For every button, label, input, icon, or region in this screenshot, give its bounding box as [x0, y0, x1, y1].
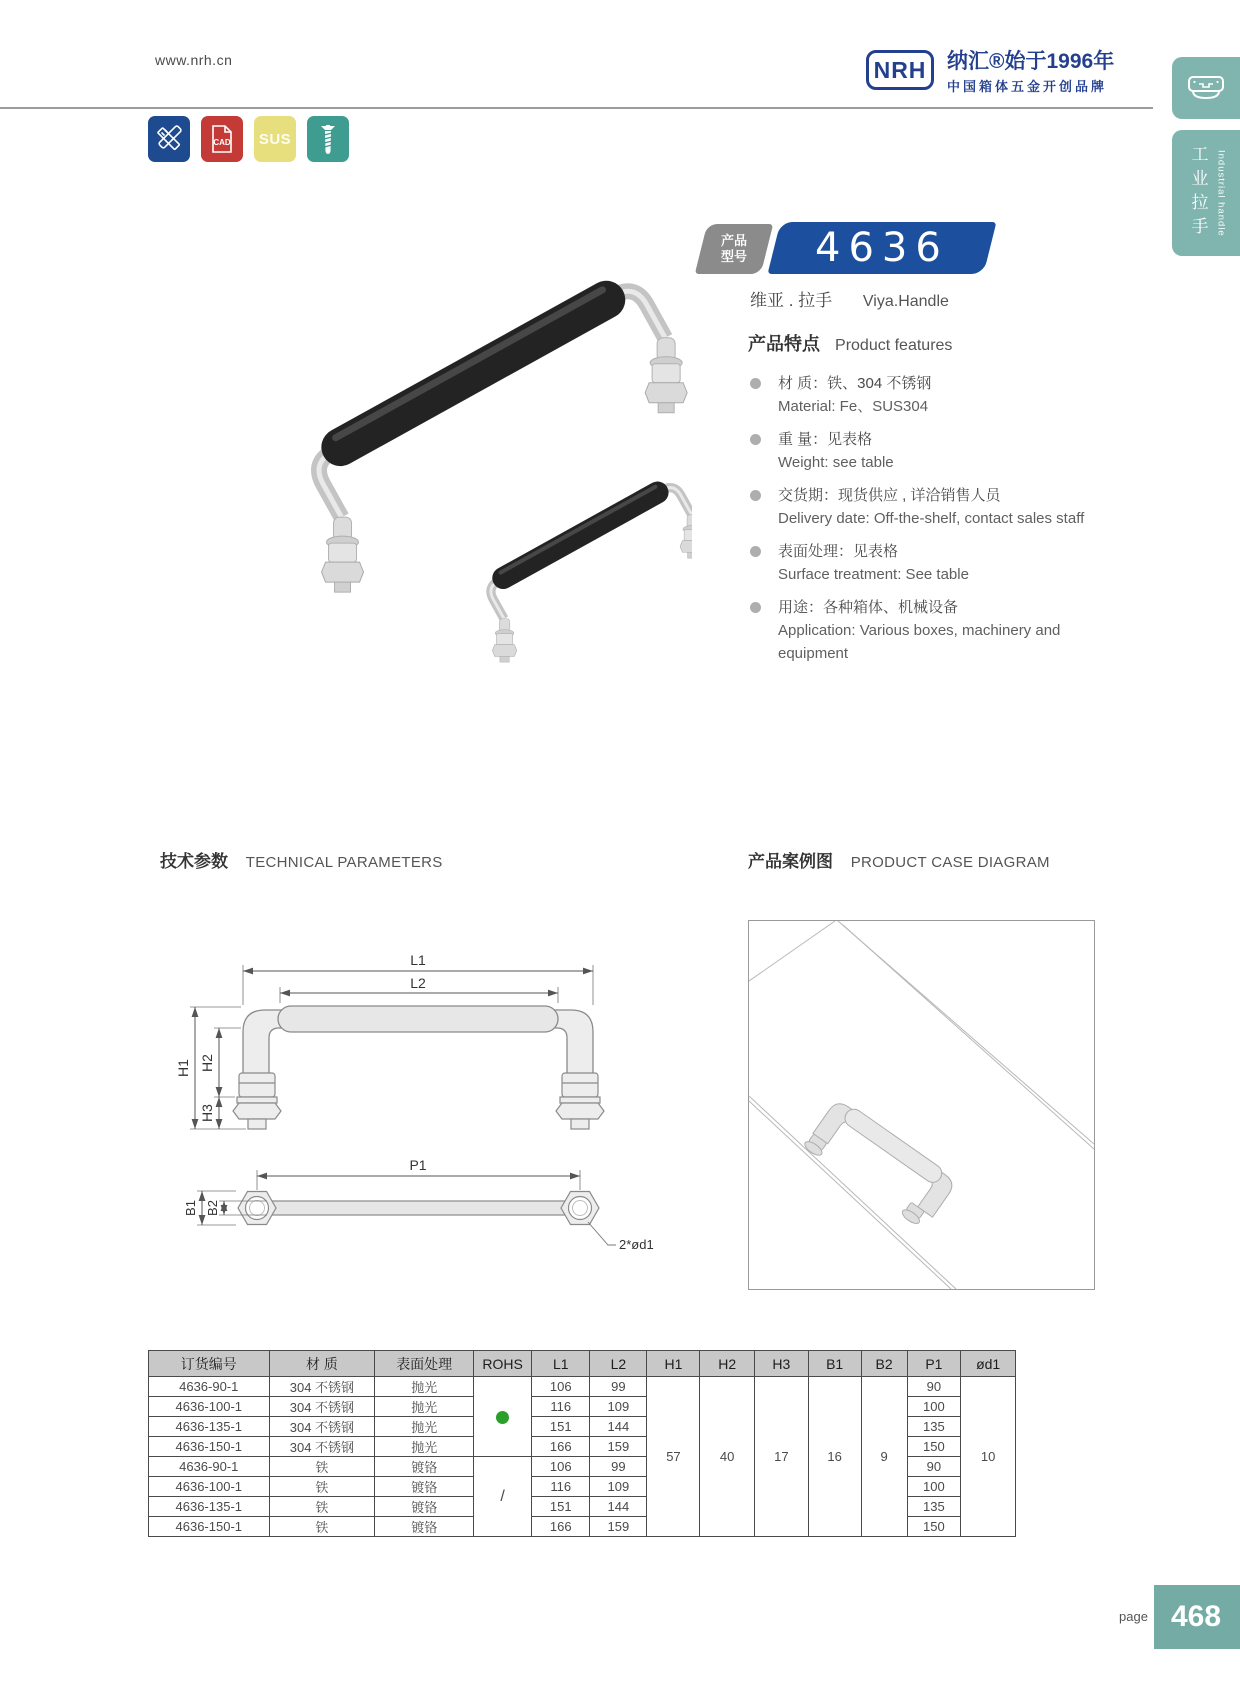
column-header: 材 质: [269, 1351, 375, 1377]
case-handle-icon: [1187, 75, 1225, 101]
table-cell: 9: [861, 1377, 907, 1537]
product-name-en: Viya.Handle: [862, 293, 949, 310]
rohs-cell: [474, 1377, 532, 1457]
svg-text:P1: P1: [409, 1157, 427, 1173]
column-header: L1: [532, 1351, 590, 1377]
feature-text-en: Delivery date: Off-the-shelf, contact sales staff: [778, 510, 1085, 527]
table-cell: 106: [532, 1457, 590, 1477]
table-cell: 109: [590, 1397, 647, 1417]
product-name-cn: 维亚 . 拉手: [750, 291, 833, 310]
table-cell: 151: [532, 1497, 590, 1517]
page-label: page: [1119, 1609, 1148, 1624]
table-cell: 40: [700, 1377, 755, 1537]
bullet-icon: [750, 434, 761, 445]
feature-item: [748, 484, 1123, 530]
table-cell: 304 不锈钢: [269, 1377, 375, 1397]
brand-tagline: 纳汇®始于1996年: [947, 50, 1115, 73]
table-cell: 4636-90-1: [149, 1377, 270, 1397]
table-cell: 铁: [269, 1477, 375, 1497]
bullet-icon: [750, 490, 761, 501]
feature-text-cn: 重 量：见表格: [778, 431, 873, 448]
brand-subtitle: 中国箱体五金开创品牌: [947, 79, 1108, 94]
svg-text:B2: B2: [205, 1200, 220, 1216]
product-name: [750, 286, 949, 311]
svg-text:2*ød1: 2*ød1: [619, 1237, 654, 1252]
table-cell: 4636-135-1: [149, 1417, 270, 1437]
section-tech-en: TECHNICAL PARAMETERS: [245, 854, 443, 871]
feature-text-cn: 材 质：铁、304 不锈钢: [778, 375, 932, 392]
feature-item: [748, 540, 1123, 586]
table-cell: 99: [590, 1457, 647, 1477]
spec-table-body: [149, 1377, 1016, 1537]
column-header: H2: [700, 1351, 755, 1377]
feature-text-cn: 用途：各种箱体、机械设备: [778, 599, 959, 616]
table-cell: 90: [907, 1457, 961, 1477]
badge-line1: 产品: [720, 233, 747, 248]
table-cell: 57: [647, 1377, 700, 1537]
table-cell: 144: [590, 1497, 647, 1517]
rohs-cell: /: [474, 1457, 532, 1537]
table-row: [149, 1377, 1016, 1397]
table-cell: 抛光: [375, 1377, 474, 1397]
table-cell: 4636-100-1: [149, 1397, 270, 1417]
table-cell: 镀铬: [375, 1457, 474, 1477]
svg-text:CAD: CAD: [213, 138, 231, 147]
feature-text-cn: 交货期：现货供应 , 详洽销售人员: [778, 487, 1001, 504]
sidebar-tab-label-cn: 工业拉手: [1188, 145, 1208, 241]
table-cell: 151: [532, 1417, 590, 1437]
table-cell: 116: [532, 1397, 590, 1417]
cad-icon: [201, 116, 243, 162]
svg-text:B1: B1: [183, 1200, 198, 1216]
website-url: www.nrh.cn: [155, 52, 233, 68]
table-cell: 铁: [269, 1517, 375, 1537]
column-header: B2: [861, 1351, 907, 1377]
feature-item: [748, 428, 1123, 474]
table-cell: 抛光: [375, 1397, 474, 1417]
table-cell: 10: [961, 1377, 1016, 1537]
column-header: H1: [647, 1351, 700, 1377]
features-list: [748, 372, 1123, 665]
spec-table-head: [149, 1351, 1016, 1377]
table-cell: 116: [532, 1477, 590, 1497]
product-photo: [132, 192, 692, 672]
column-header: P1: [907, 1351, 961, 1377]
screw-icon: [307, 116, 349, 162]
feature-text-en: Application: Various boxes, machinery and equipment: [778, 622, 1061, 662]
table-cell: 100: [907, 1477, 961, 1497]
spec-table: [148, 1350, 1016, 1537]
table-cell: 304 不锈钢: [269, 1437, 375, 1457]
header-divider: [0, 107, 1153, 109]
product-features: [748, 330, 1123, 675]
table-cell: 4636-135-1: [149, 1497, 270, 1517]
table-cell: 135: [907, 1497, 961, 1517]
table-cell: 109: [590, 1477, 647, 1497]
table-cell: 99: [590, 1377, 647, 1397]
product-model-number: 4636: [815, 225, 949, 271]
table-cell: 镀铬: [375, 1497, 474, 1517]
bullet-icon: [750, 602, 761, 613]
column-header: 表面处理: [375, 1351, 474, 1377]
section-case-cn: 产品案例图: [748, 852, 833, 871]
svg-text:H1: H1: [175, 1059, 191, 1077]
table-cell: 150: [907, 1437, 961, 1457]
bullet-icon: [750, 546, 761, 557]
table-cell: 159: [590, 1437, 647, 1457]
feature-text-cn: 表面处理：见表格: [778, 543, 899, 560]
product-case-diagram: [748, 920, 1095, 1290]
table-cell: 100: [907, 1397, 961, 1417]
column-header: 订货编号: [149, 1351, 270, 1377]
product-model-banner: [768, 222, 997, 274]
badge-line2: 型号: [720, 249, 747, 264]
table-cell: 159: [590, 1517, 647, 1537]
table-cell: 抛光: [375, 1437, 474, 1457]
table-cell: 16: [808, 1377, 861, 1537]
svg-text:L2: L2: [410, 975, 426, 991]
table-cell: 铁: [269, 1457, 375, 1477]
table-cell: 镀铬: [375, 1517, 474, 1537]
table-cell: 铁: [269, 1497, 375, 1517]
table-cell: 抛光: [375, 1417, 474, 1437]
product-model-badge: [695, 224, 773, 274]
section-tech-cn: 技术参数: [160, 852, 228, 871]
table-cell: 90: [907, 1377, 961, 1397]
svg-text:H2: H2: [199, 1054, 215, 1072]
sidebar-tab-label-en: Industrial handle: [1215, 149, 1227, 237]
feature-icon-row: [148, 116, 349, 162]
table-cell: 144: [590, 1417, 647, 1437]
table-cell: 150: [907, 1517, 961, 1537]
table-cell: 4636-150-1: [149, 1437, 270, 1457]
table-cell: 304 不锈钢: [269, 1417, 375, 1437]
section-technical-parameters: [160, 847, 443, 872]
section-product-case: [748, 847, 1050, 872]
sus-icon: SUS: [254, 116, 296, 162]
column-header: B1: [808, 1351, 861, 1377]
feature-item: [748, 372, 1123, 418]
design-tools-icon: [148, 116, 190, 162]
section-case-en: PRODUCT CASE DIAGRAM: [850, 854, 1050, 871]
table-cell: 166: [532, 1517, 590, 1537]
table-cell: 4636-100-1: [149, 1477, 270, 1497]
column-header: H3: [754, 1351, 808, 1377]
table-cell: 304 不锈钢: [269, 1397, 375, 1417]
rohs-dot-icon: [496, 1411, 509, 1424]
table-cell: 4636-90-1: [149, 1457, 270, 1477]
bullet-icon: [750, 378, 761, 389]
technical-drawing: [150, 885, 670, 1285]
features-title-cn: 产品特点: [748, 334, 820, 354]
table-cell: 166: [532, 1437, 590, 1457]
features-title: [748, 330, 1123, 356]
svg-text:L1: L1: [410, 952, 426, 968]
page-number: 468: [1154, 1585, 1240, 1649]
column-header: ød1: [961, 1351, 1016, 1377]
feature-text-en: Material: Fe、SUS304: [778, 398, 929, 415]
features-title-en: Product features: [835, 337, 953, 354]
sidebar-tab-industrial-handle[interactable]: [1172, 130, 1240, 256]
column-header: L2: [590, 1351, 647, 1377]
nrh-logo: NRH: [866, 50, 934, 90]
table-cell: 106: [532, 1377, 590, 1397]
feature-item: [748, 596, 1123, 665]
brand-logo: [866, 50, 1114, 95]
sidebar-category-icon-tab[interactable]: [1172, 57, 1240, 119]
table-cell: 17: [754, 1377, 808, 1537]
feature-text-en: Surface treatment: See table: [778, 566, 969, 583]
table-cell: 镀铬: [375, 1477, 474, 1497]
feature-text-en: Weight: see table: [778, 454, 894, 471]
table-cell: 4636-150-1: [149, 1517, 270, 1537]
column-header: ROHS: [474, 1351, 532, 1377]
svg-text:H3: H3: [199, 1104, 215, 1122]
table-cell: 135: [907, 1417, 961, 1437]
